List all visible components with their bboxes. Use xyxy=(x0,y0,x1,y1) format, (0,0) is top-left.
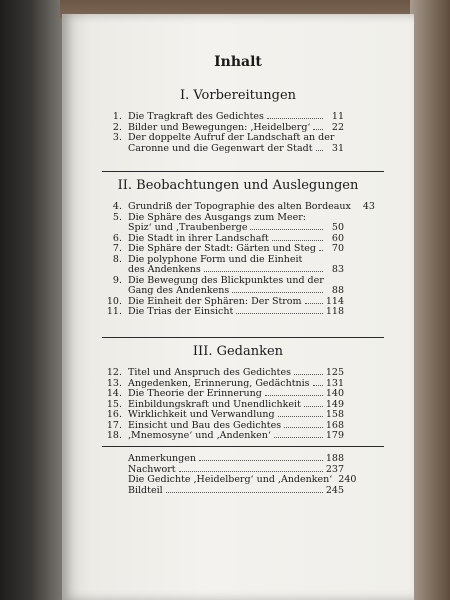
toc-entry xyxy=(102,389,384,400)
section-1-entries xyxy=(102,112,384,154)
entry-page: 50 xyxy=(331,222,344,233)
entry-page: 43 xyxy=(362,201,375,212)
entry-title-line: Die polyphone Form und die Einheit xyxy=(128,253,303,265)
section-heading-1: I. Vorbereitungen xyxy=(179,88,297,103)
toc-entry xyxy=(102,255,384,276)
entry-title: Einbildungskraft und Unendlichkeit xyxy=(128,398,301,410)
entry-title-line: Gang des Andenkens xyxy=(128,285,230,296)
entry-page: 60 xyxy=(331,232,344,244)
toc-entry xyxy=(102,307,384,318)
toc-entry xyxy=(102,410,384,421)
entry-number: 4. xyxy=(112,201,122,212)
book-page xyxy=(62,14,414,600)
appendix-title: Nachwort xyxy=(128,463,176,475)
entry-number: 7. xyxy=(112,243,122,254)
entry-number: 18. xyxy=(106,430,122,441)
section-heading-3: III. Gedanken xyxy=(192,344,284,359)
entry-title-line: Caronne und die Gegenwart der Stadt xyxy=(128,142,313,154)
section-3-entries xyxy=(102,368,384,442)
entry-number: 15. xyxy=(106,398,122,410)
toc-entry xyxy=(102,213,384,234)
entry-page: 125 xyxy=(325,367,344,378)
entry-title-line: Spiz‘ und ‚Traubenberge xyxy=(128,222,248,233)
entry-title-line: des Andenkens xyxy=(128,264,201,275)
entry-page: 118 xyxy=(325,306,344,317)
table-background-right xyxy=(410,0,450,600)
appendix-page: 245 xyxy=(325,484,344,496)
entry-page: 179 xyxy=(325,430,344,441)
entry-title: Angedenken, Erinnerung, Gedächtnis xyxy=(128,377,310,389)
appendix-entries xyxy=(102,454,384,496)
entry-title: Einsicht und Bau des Gedichtes xyxy=(128,419,282,431)
page-title: Inhalt xyxy=(214,54,262,70)
entry-title-line: Die Bewegung des Blickpunktes und der xyxy=(128,274,324,286)
section-heading-2: II. Beobachtungen und Auslegungen xyxy=(117,178,359,193)
entry-title: Die Tragkraft des Gedichtes xyxy=(128,111,264,122)
entry-page: 114 xyxy=(325,295,344,307)
entry-number: 8. xyxy=(112,253,122,265)
entry-number: 12. xyxy=(106,367,122,378)
toc-entry xyxy=(102,431,384,442)
section-divider xyxy=(102,337,384,338)
entry-page: 88 xyxy=(331,285,344,296)
entry-page: 168 xyxy=(325,419,344,431)
entry-number: 5. xyxy=(112,211,122,223)
entry-title: Die Theorie der Erinnerung xyxy=(128,388,262,399)
entry-title: Wirklichkeit und Verwandlung xyxy=(128,409,275,420)
entry-page: 158 xyxy=(325,409,344,420)
entry-title-line: Die Sphäre des Ausgangs zum Meer: xyxy=(128,211,307,223)
section-divider xyxy=(102,446,384,447)
entry-number: 16. xyxy=(106,409,122,420)
entry-title: Die Trias der Einsicht xyxy=(128,306,234,317)
entry-page: 11 xyxy=(331,111,344,122)
appendix-page: 188 xyxy=(325,453,344,464)
entry-number: 10. xyxy=(106,295,122,307)
appendix-entry xyxy=(102,486,384,497)
entry-title: Die Stadt in ihrer Landschaft xyxy=(128,232,269,244)
entry-number: 14. xyxy=(106,388,122,399)
entry-number: 6. xyxy=(112,232,122,244)
appendix-title: Anmerkungen xyxy=(128,453,196,464)
toc-entry xyxy=(102,276,384,297)
entry-page: 131 xyxy=(325,377,344,389)
toc-entry xyxy=(102,244,384,255)
toc-entry xyxy=(102,368,384,379)
toc-entry xyxy=(102,133,384,154)
entry-number: 13. xyxy=(106,377,122,389)
entry-number: 1. xyxy=(112,111,122,122)
toc-entry xyxy=(102,202,384,213)
entry-number: 11. xyxy=(106,306,122,317)
appendix-title: Die Gedichte ‚Heidelberg‘ und ‚Andenken‘ xyxy=(128,474,333,485)
appendix-page: 237 xyxy=(325,463,344,475)
entry-page: 31 xyxy=(331,142,344,154)
entry-page: 149 xyxy=(325,398,344,410)
entry-number: 3. xyxy=(112,132,122,143)
entry-page: 70 xyxy=(331,243,344,254)
appendix-entry xyxy=(102,454,384,465)
appendix-entry xyxy=(102,475,384,486)
left-page-edge xyxy=(0,0,70,600)
entry-title: Grundriß der Topographie des alten Bordeaux xyxy=(128,201,351,212)
entry-title: ‚Mnemosyne‘ und ‚Andenken‘ xyxy=(128,430,271,441)
entry-title: Die Sphäre der Stadt: Gärten und Steg xyxy=(128,243,316,254)
entry-title: Titel und Anspruch des Gedichtes xyxy=(128,367,291,378)
entry-page: 140 xyxy=(325,388,344,399)
section-divider xyxy=(102,171,384,172)
entry-number: 17. xyxy=(106,419,122,431)
entry-page: 83 xyxy=(331,264,344,275)
appendix-title: Bildteil xyxy=(128,484,163,496)
entry-number: 2. xyxy=(112,121,122,133)
entry-title: Bilder und Bewegungen: ‚Heidelberg‘ xyxy=(128,121,311,133)
entry-page: 22 xyxy=(331,121,344,133)
entry-number: 9. xyxy=(112,274,122,286)
entry-title: Die Einheit der Sphären: Der Strom xyxy=(128,295,302,307)
toc-entry xyxy=(102,112,384,123)
appendix-page: 240 xyxy=(338,474,357,485)
section-2-entries xyxy=(102,202,384,318)
entry-title-line: Der doppelte Aufruf der Landschaft an der xyxy=(128,132,335,143)
